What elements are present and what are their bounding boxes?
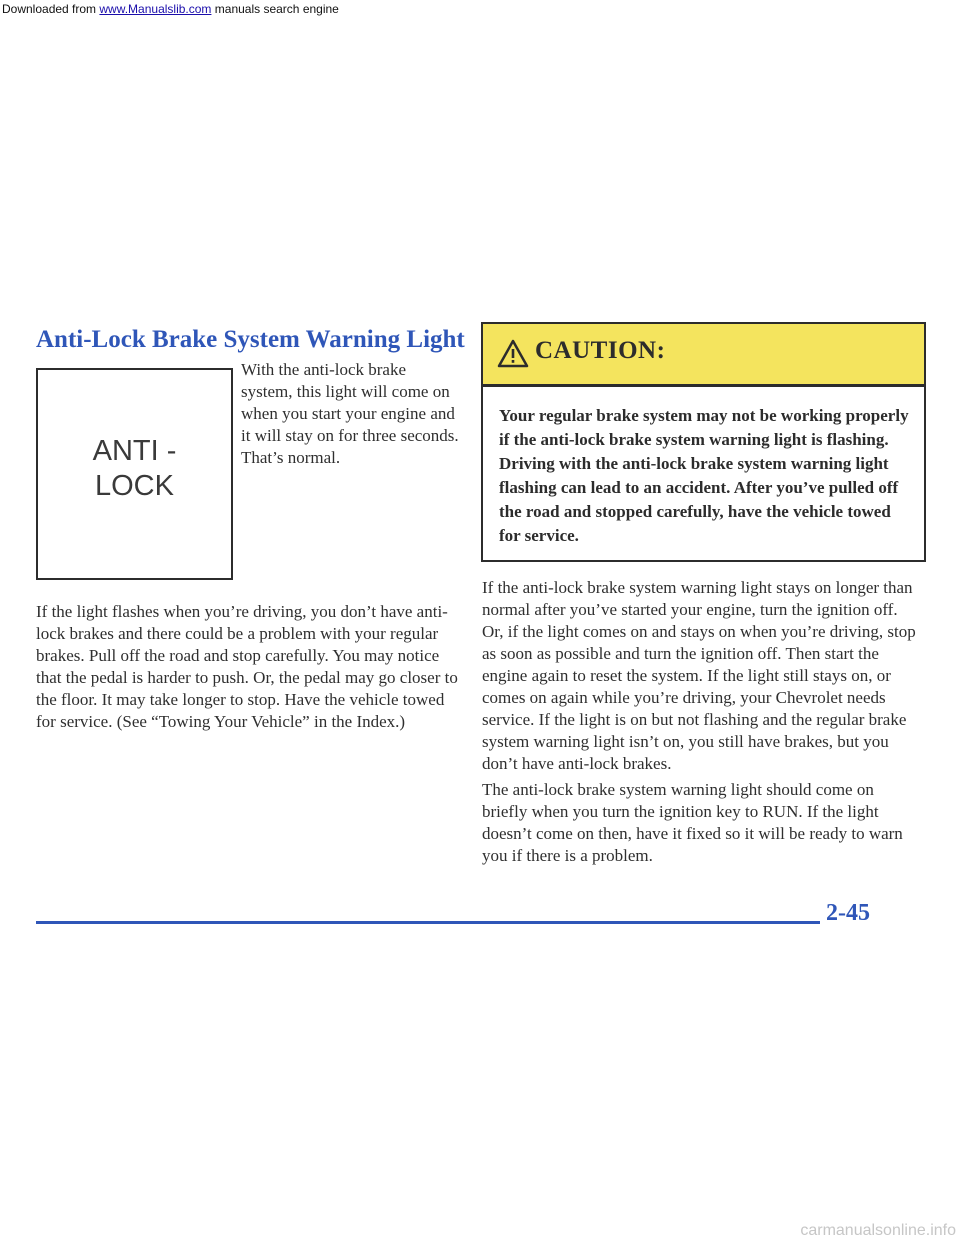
warning-triangle-icon [497,339,529,368]
download-banner [0,0,960,18]
manualslib-link[interactable]: www.Manualslib.com [99,2,212,16]
watermark: carmanualsonline.info [800,1222,956,1239]
stays-on-paragraph: If the anti-lock brake system warning light stays on longer than normal after you’ve started your engine, turn the ignition off. Or, if the light comes on and stays on when you’re driving, stop as soon as possible and turn the ignition off. Then start the engine again to reset the system. If the light still stays on, or comes on again while you’re driving, your Chevrolet needs service. If the light is on but not flashing and the regular brake system warning light isn’t on, you still have brakes, but you don’t have anti-lock brakes. [482,578,916,773]
flashing-light-paragraph: If the light flashes when you’re driving, you don’t have anti-lock brakes and there could be a problem with your regular brakes. Pull off the road and stop carefully. You may notice that the pedal is harder to push. Or, the pedal may go closer to the floor. It may take longer to stop. Have the vehicle towed for service. (See “Towing Your Vehicle” in the Index.) [36,602,458,731]
indicator-line-1: ANTI - [92,435,177,467]
page-number: 2-45 [826,900,870,926]
caution-box [481,322,926,562]
caution-header [483,324,924,387]
ignition-check-paragraph: The anti-lock brake system warning light should come on briefly when you turn the ignition key to RUN. If the light doesn’t come on then, have it fixed so it will be ready to warn you if there is a problem. [482,780,903,865]
caution-label: CAUTION: [535,337,666,364]
indicator-description: With the anti-lock brake system, this light will come on when you start your engine and it will stay on for three seconds. That’s normal. [241,360,459,467]
section-title: Anti-Lock Brake System Warning Light [36,326,465,353]
indicator-label [38,434,231,504]
anti-lock-indicator [36,368,233,580]
banner-prefix: Downloaded from [2,2,100,16]
banner-suffix: manuals search engine [211,2,339,16]
footer-rule [36,921,820,924]
indicator-line-2: LOCK [95,470,174,502]
caution-text: Your regular brake system may not be working properly if the anti-lock brake system warning light is flashing. Driving with the anti-lock brake system warning light flashing can lead to an accident. After you’ve pulled off the road and stopped carefully, have the vehicle towed for service. [499,406,909,545]
